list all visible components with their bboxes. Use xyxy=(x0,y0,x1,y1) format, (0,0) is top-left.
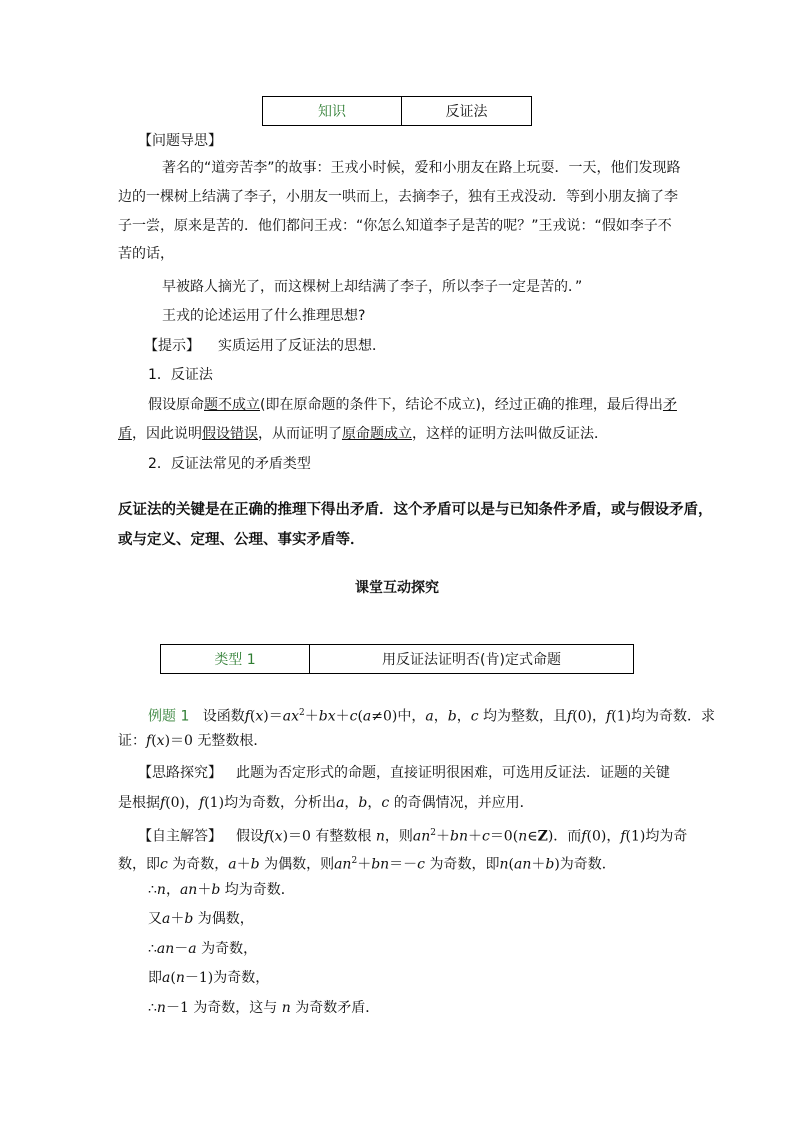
solution-line-2: 数，即c 为奇数，a＋b 为偶数，则$an^2+bn=-c$ 为奇数，即n(an＋b)为奇数． xyxy=(118,856,616,873)
type-title: 用反证法证明否(肯)定式命题 xyxy=(310,645,634,674)
section-heading: 【问题导思】 xyxy=(138,133,222,149)
example-line-1: 例题 1 设函数$f(x)=ax^2+bx+c(a\ne 0)$中，a，b，c 均为整数，且f(0)，f(1)均为奇数．求 xyxy=(148,708,716,725)
hint-text: 实质运用了反证法的思想． xyxy=(218,338,386,354)
table-label: 知识 xyxy=(263,97,402,126)
knowledge-header-table xyxy=(262,96,532,126)
solution-step-1: ∴n，an＋b 均为奇数． xyxy=(148,882,295,898)
hint-line xyxy=(144,336,704,356)
solution-step-2: 又a＋b 为偶数， xyxy=(148,911,254,927)
class-section-title: 课堂互动探究 xyxy=(355,580,439,596)
solution-step-3: ∴an－a 为奇数， xyxy=(148,941,258,957)
question-text: 王戎的论述运用了什么推理思想? xyxy=(162,308,366,324)
story-line-2: 边的一棵树上结满了李子，小朋友一哄而上，去摘李子，独有王戎没动．等到小朋友摘了李 xyxy=(118,189,678,205)
analysis-label: 【思路探究】 xyxy=(138,765,222,781)
definition-line-2: 盾，因此说明假设错误，从而证明了原命题成立，这样的证明方法叫做反证法． xyxy=(118,426,608,442)
story-line-4: 苦的话， xyxy=(118,246,174,262)
heading-contradiction-types: 2．反证法常见的矛盾类型 xyxy=(148,456,311,472)
key-point-line-1: 反证法的关键是在正确的推理下得出矛盾．这个矛盾可以是与已知条件矛盾，或与假设矛盾， xyxy=(118,502,713,518)
example-line-2: 证：f(x)＝0 无整数根． xyxy=(118,733,268,749)
type-label: 类型 1 xyxy=(161,645,310,674)
example-label: 例题 1 xyxy=(148,708,190,725)
story-line-1: 著名的“道旁苦李”的故事：王戎小时候，爱和小朋友在路上玩耍．一天，他们发现路 xyxy=(162,160,681,176)
hint-label: 【提示】 xyxy=(144,338,200,354)
story-line-3: 子一尝，原来是苦的．他们都问王戎：“你怎么知道李子是苦的呢？”王戎说：“假如李子不 xyxy=(118,218,672,234)
analysis-line-1: 【思路探究】 此题为否定形式的命题，直接证明很困难，可选用反证法．证题的关键 xyxy=(138,765,670,781)
analysis-line-2: 是根据f(0)，f(1)均为奇数，分析出a，b，c 的奇偶情况，并应用． xyxy=(118,795,534,811)
solution-step-4: 即a(n－1)为奇数， xyxy=(148,970,270,986)
solution-step-5: ∴n－1 为奇数，这与 n 为奇数矛盾． xyxy=(148,1000,380,1016)
story-line-5: 早被路人摘光了，而这棵树上却结满了李子，所以李子一定是苦的．” xyxy=(162,279,583,295)
solution-line-1: 【自主解答】 假设f(x)＝0 有整数根 n，则$an^2+bn+c=0(n\in Z)$．而f(0)，f(1)均为奇 xyxy=(138,828,688,845)
solution-label: 【自主解答】 xyxy=(138,828,222,845)
definition-line-1: 假设原命题不成立(即在原命题的条件下，结论不成立)，经过正确的推理，最后得出矛 xyxy=(148,397,677,413)
type-header-table xyxy=(160,644,634,674)
key-point-line-2: 或与定义、定理、公理、事实矛盾等． xyxy=(118,532,365,548)
heading-proof-by-contradiction: 1．反证法 xyxy=(148,367,213,383)
table-title: 反证法 xyxy=(402,97,532,126)
